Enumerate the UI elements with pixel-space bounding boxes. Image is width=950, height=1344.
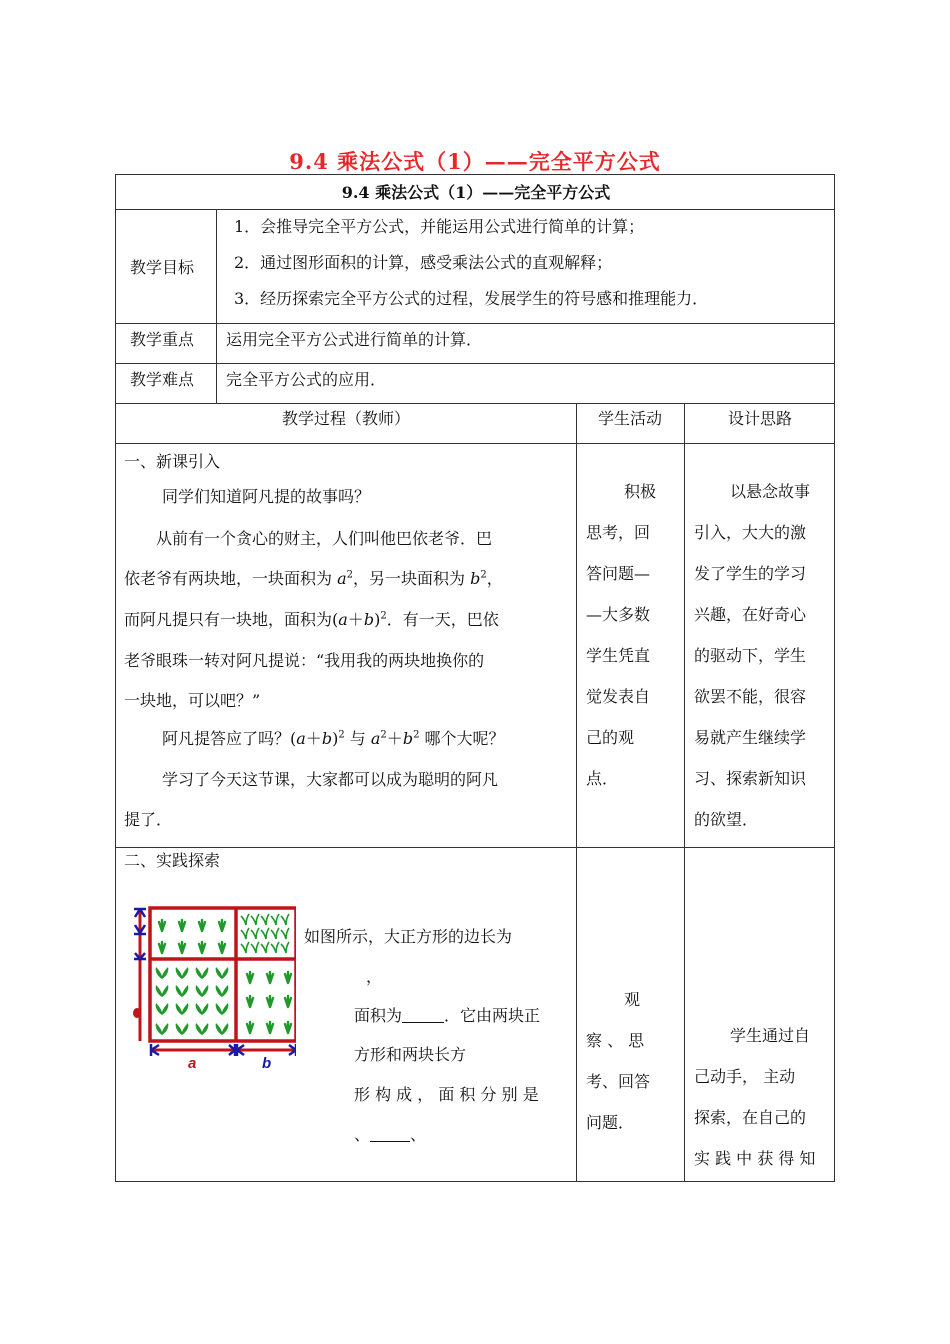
objective-item: 2．通过图形面积的计算，感受乘法公式的直观解释； [234,253,613,272]
paragraph-line: 从前有一个贪心的财主，人们叫他巴依老爷．巴 [156,529,493,548]
text-line: 的驱动下，学生 [694,646,807,665]
text-line: 学生凭直 [586,646,651,665]
col-divider [684,403,685,1181]
text-line: 察 、 思 [586,1031,645,1050]
plant-icon [251,914,259,925]
key-point-text: 运用完全平方公式进行简单的计算． [226,330,483,349]
key-point-label: 教学重点 [130,330,195,349]
paragraph-line: 面积为 ．它由两块正 [354,1006,541,1025]
paragraph-line: 一块地，可以吧？” [124,691,261,710]
paragraph-line: 阿凡提答应了吗？$(a+b)^2$ 与 $a^2+b^2$ 哪个大呢？ [162,729,505,748]
row-divider [116,323,834,324]
plant-icon [176,1003,189,1015]
plant-icon [281,942,289,953]
plant-icon [281,914,289,925]
plant-icon [267,996,273,1007]
plant-icon [176,1023,189,1035]
plant-icon [156,1023,169,1035]
text-line: 答问题— [586,564,651,583]
text-line: 欲罢不能，很容 [694,687,807,706]
plant-icon [271,914,279,925]
plant-icon [216,985,229,997]
plant-icon [251,928,259,939]
row-divider [116,209,834,210]
text-line: 己动手， 主动 [694,1067,796,1086]
plant-icon [176,967,189,979]
paragraph-line: 学习了今天这节课，大家都可以成为聪明的阿凡 [162,770,499,789]
plant-field [156,914,291,1035]
section-heading: 一、新课引入 [124,452,221,471]
plant-icon [219,920,225,931]
lesson-plan-table [115,174,835,1182]
text-line: 习、探索新知识 [694,769,807,788]
plant-icon [219,942,225,953]
plant-icon [241,914,249,925]
plant-icon [156,1003,169,1015]
plant-icon [179,942,185,953]
plant-icon [156,967,169,979]
text-line: 引入，大大的激 [694,523,807,542]
text-line: 学生通过自 [730,1026,811,1045]
text-line: 积极 [624,482,657,501]
paragraph-line: ， [366,967,383,986]
text-line: 的欲望． [694,810,759,829]
row-divider [116,443,834,444]
paragraph-line: 依老爷有两块地，一块面积为 $a^2$，另一块面积为 $b^2$， [124,569,503,588]
text-line: 点． [586,769,619,788]
plant-icon [199,920,205,931]
row-divider [116,363,834,364]
plant-icon [247,996,253,1007]
column-header-design: 设计思路 [727,409,792,428]
text-line: 己的观 [586,728,635,747]
paragraph-line: 方形和两块长方 [354,1045,467,1064]
area-diagram [126,903,296,1073]
plant-icon [261,928,269,939]
plant-icon [176,985,189,997]
row-divider [116,847,834,848]
text-line: 观 [624,990,641,1009]
text-line: —大多数 [586,605,651,624]
plant-icon [196,1023,209,1035]
plant-icon [216,1023,229,1035]
plant-icon [281,928,289,939]
plant-icon [247,1022,253,1033]
answer-blank[interactable] [402,1006,444,1023]
page-title: 9.4 乘法公式（1）——完全平方公式 [289,149,661,174]
objective-item: 3．经历探索完全平方公式的过程，发展学生的符号感和推理能力． [234,289,709,308]
paragraph-line: 同学们知道阿凡提的故事吗？ [162,487,371,506]
objective-item: 1．会推导完全平方公式，并能运用公式进行简单的计算； [234,217,645,236]
plant-icon [261,914,269,925]
design-idea-1 [694,471,834,840]
design-idea-2 [694,1015,834,1179]
text-line: 考、回答 [586,1072,651,1091]
plant-icon [199,942,205,953]
plant-icon [179,920,185,931]
text-line: 以悬念故事 [730,482,811,501]
plant-icon [196,967,209,979]
column-header-process: 教学过程（教师） [281,409,410,428]
paragraph-line: 提了． [124,810,173,829]
side-marker [133,1008,141,1018]
difficulty-text: 完全平方公式的应用． [226,370,387,389]
paragraph-line: 、 、 [354,1125,427,1144]
table-header: 9.4 乘法公式（1）——完全平方公式 [341,183,611,202]
plant-icon [196,1003,209,1015]
plant-icon [267,1022,273,1033]
paragraph-line: 形 构 成 ， 面 积 分 别 是 [354,1085,539,1104]
plant-icon [216,1003,229,1015]
text-line: 实 践 中 获 得 知 [694,1149,816,1168]
objectives-label: 教学目标 [130,258,195,277]
plant-icon [216,967,229,979]
plant-icon [159,920,165,931]
paragraph-line: 而阿凡提只有一块地，面积为$(a+b)^2$．有一天，巴依 [124,610,499,629]
plant-icon [247,972,253,983]
difficulty-label: 教学难点 [130,370,195,389]
plant-icon [251,942,259,953]
column-header-student: 学生活动 [597,409,662,428]
label-b: b [262,1055,272,1072]
text-line: 觉发表自 [586,687,651,706]
plant-icon [241,942,249,953]
col-divider [216,209,217,403]
text-line: 兴趣，在好奇心 [694,605,807,624]
paragraph-line: 如图所示，大正方形的边长为 [304,927,513,946]
plant-icon [196,985,209,997]
text-line: 问题． [586,1113,635,1132]
answer-blank[interactable] [370,1125,410,1142]
section-heading: 二、实践探索 [124,851,221,870]
plant-icon [285,996,291,1007]
plant-icon [261,942,269,953]
student-activity-2 [586,979,676,1143]
text-line: 探索，在自己的 [694,1108,807,1127]
plant-icon [271,928,279,939]
plant-icon [159,942,165,953]
text-line: 易就产生继续学 [694,728,807,747]
plant-icon [267,972,273,983]
text-line: 思考，回 [586,523,651,542]
text-line: 发了学生的学习 [694,564,807,583]
plant-icon [156,985,169,997]
plant-icon [285,972,291,983]
plant-icon [271,942,279,953]
paragraph-line: 老爷眼珠一转对阿凡提说：“我用我的两块地换你的 [124,651,485,670]
plant-icon [241,928,249,939]
student-activity-1 [586,471,676,799]
col-divider [576,403,577,1181]
row-divider [116,403,834,404]
plant-icon [285,1022,291,1033]
label-a: a [188,1055,197,1072]
